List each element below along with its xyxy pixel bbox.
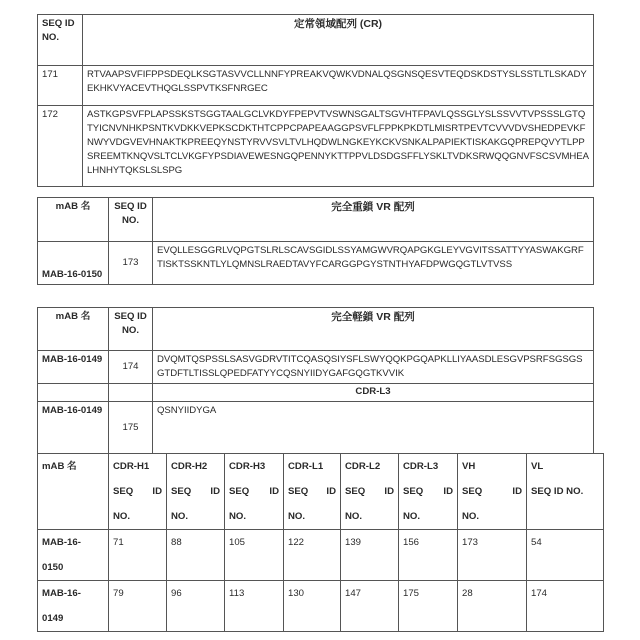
header-sub: ID: [326, 479, 336, 504]
cdr-h2-value: 88: [167, 530, 225, 581]
seq-id-header: [38, 15, 83, 66]
sequence-cell: QSNYIIDYGA: [153, 402, 594, 454]
header-sub: SEQ: [171, 479, 191, 504]
seq-id-header: SEQ ID NO.: [109, 308, 153, 351]
cdr-h2-value: 96: [167, 581, 225, 632]
mab-name-line: 0150: [42, 555, 104, 580]
header-sub: NO.: [171, 504, 220, 529]
mab-name-line: 0149: [42, 606, 104, 631]
header-sub: SEQ: [345, 479, 365, 504]
mab-name-header: [38, 454, 109, 530]
seq-id-cell: 171: [38, 66, 83, 106]
light-chain-vr-table: [37, 307, 594, 454]
header-sub: NO.: [229, 504, 279, 529]
cdr-l3-value: 175: [399, 581, 458, 632]
table-header-row: [38, 454, 604, 530]
empty-cell: [109, 384, 153, 402]
vl-value: 174: [527, 581, 604, 632]
cdr-seq-id-table: [37, 453, 604, 632]
mab-name-line: MAB-16-: [42, 581, 104, 606]
cdr-h3-value: 105: [225, 530, 284, 581]
seq-id-cell: 172: [38, 106, 83, 187]
header-title: CDR-H1: [113, 454, 162, 479]
mab-name-header: mAB 名: [38, 198, 109, 242]
sequence-cell: RTVAAPSVFIFPPSDEQLKSGTASVVCLLNNFYPREAKVQWKVDNALQSGNSQESVTEQDSKDSTYSLSSTLTLSKADYEKHKVYACEVTHQGLSSPVTKSFNRGEC: [83, 66, 594, 106]
header-sub: SEQ: [229, 479, 249, 504]
cdr-l1-value: 122: [284, 530, 341, 581]
mab-name-cell: [38, 581, 109, 632]
sequence-cell: EVQLLESGGRLVQPGTSLRLSCAVSGIDLSSYAMGWVRQAPGKGLEYVGVITSSATTYYASWAKGRFTISKTSSKNTLYLQMNSLRAEDTAVYFCARGGPGYSTNTHYAFDPWGQGTLVTVSS: [153, 242, 594, 285]
cdr-l3-subheader: CDR-L3: [153, 384, 594, 402]
cdr-h1-value: 71: [109, 530, 167, 581]
seq-id-cell: 173: [109, 242, 153, 285]
header-title: CDR-L1: [288, 454, 336, 479]
header-sub: ID: [384, 479, 394, 504]
table-row: [38, 351, 594, 384]
header-title: CDR-L3: [403, 454, 453, 479]
sequence-header: [83, 15, 594, 66]
table-row: [38, 66, 594, 106]
header-sub: NO.: [288, 504, 336, 529]
seq-id-cell: 174: [109, 351, 153, 384]
table-header-row: [38, 198, 594, 242]
seq-id-cell: 175: [109, 402, 153, 454]
seq-id-header-label: SEQ ID NO.: [42, 18, 75, 43]
vh-value: 173: [458, 530, 527, 581]
header-sub: ID: [269, 479, 279, 504]
cdr-l3-header: [399, 454, 458, 530]
header-sub: SEQ ID NO.: [531, 479, 599, 504]
empty-cell: [38, 384, 109, 402]
header-sub: ID: [512, 479, 522, 504]
header-sub: NO.: [113, 504, 162, 529]
sequence-cell: DVQMTQSPSSLSASVGDRVTITCQASQSIYSFLSWYQQKPGQAPKLLIYAASDLESGVPSRFSGSGSGTDFTLTISSLQPEDFATYYCQSNYIIDYGAFGQGTKVVIK: [153, 351, 594, 384]
table-header-row: [38, 15, 594, 66]
mab-name-cell: MAB-16-0149: [38, 351, 109, 384]
mab-name-cell: [38, 530, 109, 581]
vh-value: 28: [458, 581, 527, 632]
cdr-h3-value: 113: [225, 581, 284, 632]
mab-name-header: mAB 名: [38, 308, 109, 351]
cdr-h1-header: [109, 454, 167, 530]
vh-header: [458, 454, 527, 530]
mab-name-header-label: mAB 名: [42, 461, 77, 472]
header-title: VH: [462, 454, 522, 479]
header-title: VL: [531, 454, 599, 479]
mab-name-cell: MAB-16-0150: [38, 242, 109, 285]
mab-name-cell: MAB-16-0149: [38, 402, 109, 454]
sequence-header-label: 定常領域配列 (CR): [294, 18, 382, 30]
header-sub: NO.: [403, 504, 453, 529]
cdr-l2-value: 139: [341, 530, 399, 581]
table-header-row: [38, 308, 594, 351]
subheader-row: [38, 384, 594, 402]
table-row: [38, 242, 594, 285]
cdr-l3-value: 156: [399, 530, 458, 581]
constant-region-table: [37, 14, 594, 187]
cdr-h3-header: [225, 454, 284, 530]
header-sub: SEQ: [288, 479, 308, 504]
heavy-chain-vr-table: [37, 197, 594, 285]
header-sub: SEQ: [403, 479, 423, 504]
header-sub: ID: [152, 479, 162, 504]
cdr-l1-header: [284, 454, 341, 530]
header-sub: NO.: [462, 504, 522, 529]
cdr-h1-value: 79: [109, 581, 167, 632]
table-row: [38, 530, 604, 581]
table-row: [38, 106, 594, 187]
vl-header: [527, 454, 604, 530]
cdr-l2-value: 147: [341, 581, 399, 632]
mab-name-line: MAB-16-: [42, 530, 104, 555]
sequence-cell: ASTKGPSVFPLAPSSKSTSGGTAALGCLVKDYFPEPVTVSWNSGALTSGVHTFPAVLQSSGLYSLSSVVTVPSSSLGTQTYICNVNHKPSNTKVDKKVEPKSCDKTHTCPPCPAPEAAGGPSVFLFPPKPKDTLMISRTPEVTCVVVDVSHEDPEVKFNWYVDGVEVHNAKTKPREEQYNSTYRVVSVLTVLHQDWLNGKEYKCKVSNKALPAPIEKTISKAKGQPREPQVYTLPPSREEMTKNQVSLTCLVKGFYPSDIAVEWESNGQPENNYKTTPPVLDSDGSFFLYSKLTVDKSRWQQGNVFSCSVMHEALHNHYTQKSLSLSPG: [83, 106, 594, 187]
header-sub: ID: [210, 479, 220, 504]
cdr-h2-header: [167, 454, 225, 530]
header-title: CDR-H2: [171, 454, 220, 479]
cdr-l2-header: [341, 454, 399, 530]
seq-id-header: SEQ ID NO.: [109, 198, 153, 242]
header-title: CDR-H3: [229, 454, 279, 479]
header-sub: SEQ: [462, 479, 482, 504]
header-sub: NO.: [345, 504, 394, 529]
header-title: CDR-L2: [345, 454, 394, 479]
sequence-header: 完全軽鎖 VR 配列: [153, 308, 594, 351]
table-row: [38, 581, 604, 632]
vl-value: 54: [527, 530, 604, 581]
sequence-header: 完全重鎖 VR 配列: [153, 198, 594, 242]
table-row: [38, 402, 594, 454]
header-sub: SEQ: [113, 479, 133, 504]
cdr-l1-value: 130: [284, 581, 341, 632]
header-sub: ID: [443, 479, 453, 504]
